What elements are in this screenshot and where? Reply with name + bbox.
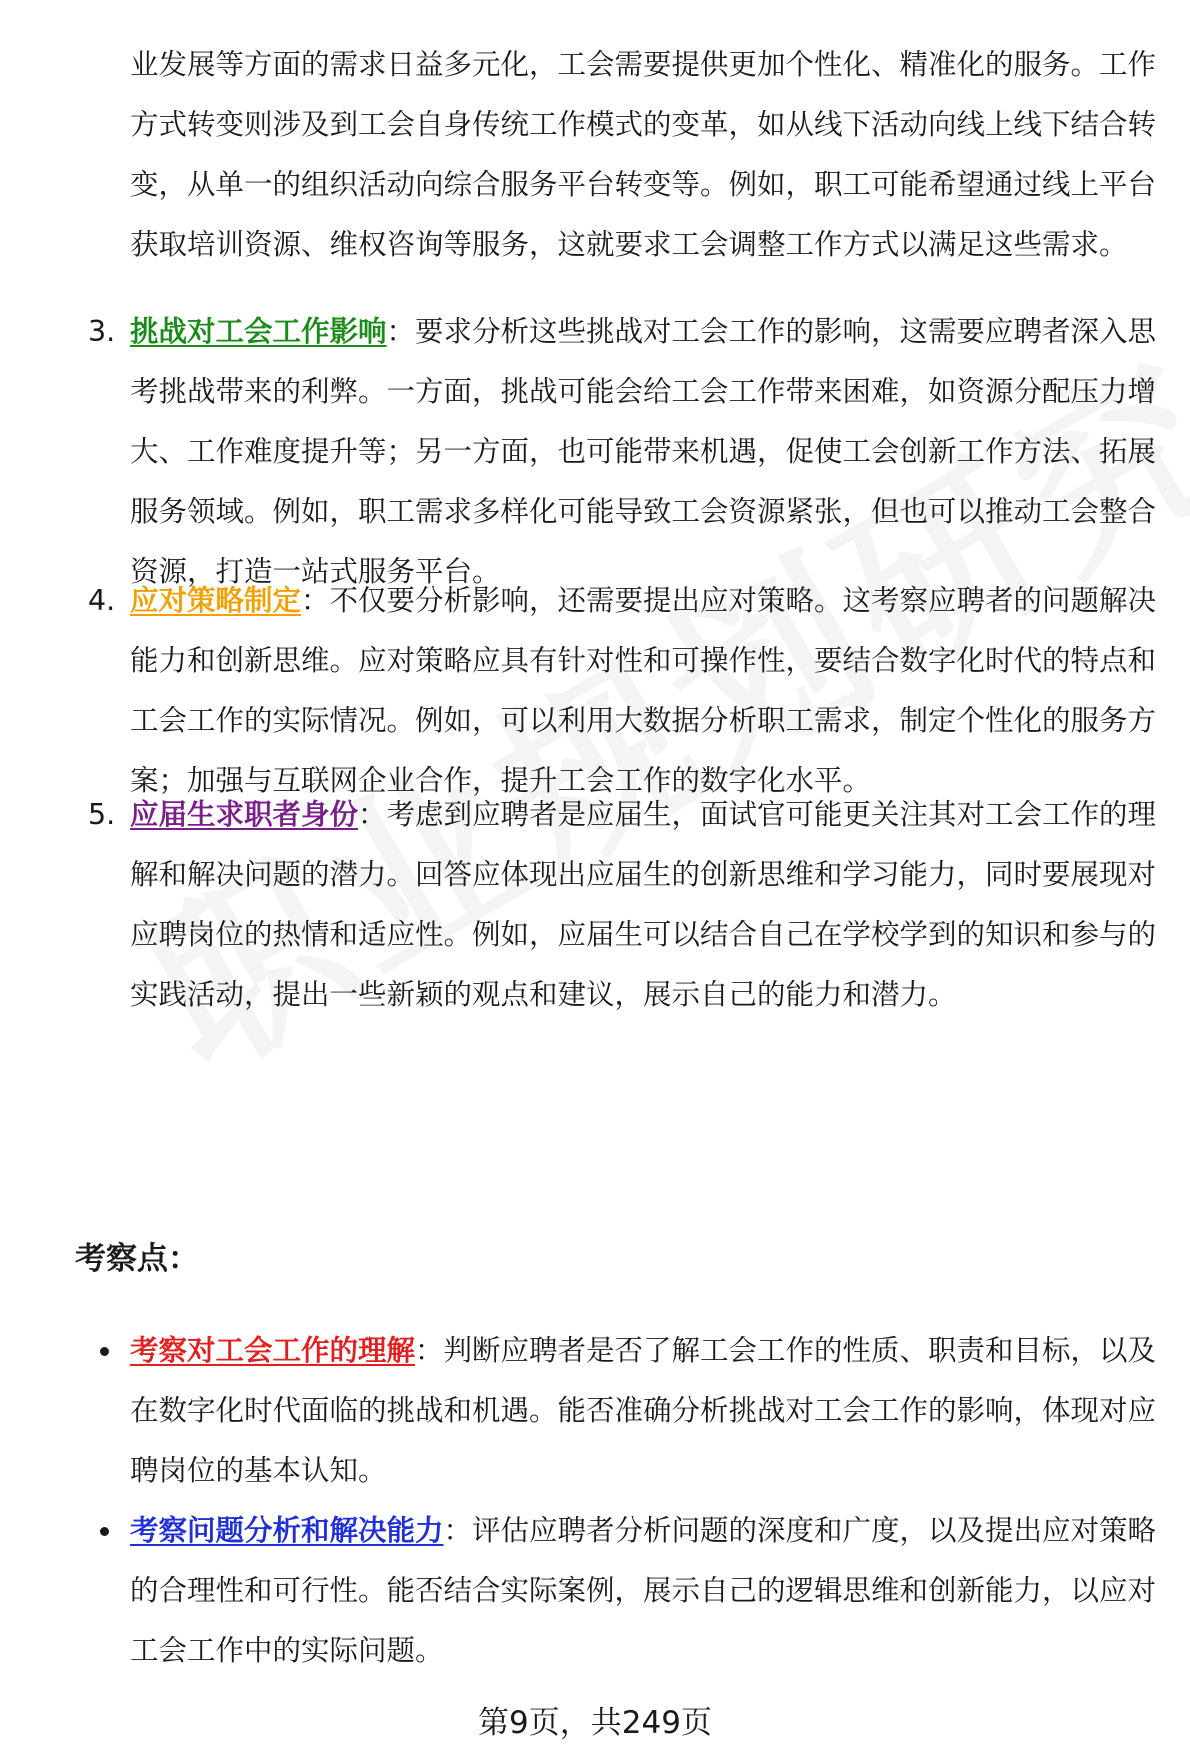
list-item-4 [88,571,1165,811]
list-number: 4. [88,584,116,617]
bullet-dot-icon [100,1347,109,1356]
check-separator: ： [443,1514,473,1547]
list-item-5 [88,785,1165,1025]
bullet-item-problem-solving [130,1501,1165,1681]
check-title: 考察对工会工作的理解 [130,1334,416,1367]
point-title: 挑战对工会工作影响 [130,315,387,348]
check-title: 考察问题分析和解决能力 [130,1514,444,1547]
point-separator: ： [386,315,416,348]
point-text: 考虑到应聘者是应届生，面试官可能更关注其对工会工作的理解和解决问题的潜力。回答应体现出应届生的创新思维和学习能力，同时要展现对应聘岗位的热情和适应性。例如，应届生可以结合自己在学校学到的知识和参与的实践活动，提出一些新颖的观点和建议，展示自己的能力和潜力。 [130,798,1157,1011]
check-text: 评估应聘者分析问题的深度和广度，以及提出应对策略的合理性和可行性。能否结合实际案例，展示自己的逻辑思维和创新能力，以应对工会工作中的实际问题。 [130,1514,1157,1667]
section-heading: 考察点： [75,1241,199,1277]
page-number: 第9页，共249页 [478,1705,712,1741]
point-text: 要求分析这些挑战对工会工作的影响，这需要应聘者深入思考挑战带来的利弊。一方面，挑战可能会给工会工作带来困难，如资源分配压力增大、工作难度提升等；另一方面，也可能带来机遇，促使工会创新工作方法、拓展服务领域。例如，职工需求多样化可能导致工会资源紧张，但也可以推动工会整合资源，打造一站式服务平台。 [130,315,1157,588]
check-text: 判断应聘者是否了解工会工作的性质、职责和目标，以及在数字化时代面临的挑战和机遇。能否准确分析挑战对工会工作的影响，体现对应聘岗位的基本认知。 [130,1334,1157,1487]
point-separator: ： [301,584,330,617]
list-item-3 [88,302,1165,602]
point-title: 应对策略制定 [130,584,302,617]
list-number: 5. [88,798,116,831]
bullet-dot-icon [100,1527,109,1536]
intro-paragraph: 业发展等方面的需求日益多元化，工会需要提供更加个性化、精准化的服务。工作方式转变则涉及到工会自身传统工作模式的变革，如从线下活动向线上线下结合转变，从单一的组织活动向综合服务平台转变等。例如，职工可能希望通过线上平台获取培训资源、维权咨询等服务，这就要求工会调整工作方式以满足这些需求。 [130,48,1157,261]
point-text: 不仅要分析影响，还需要提出应对策略。这考察应聘者的问题解决能力和创新思维。应对策略应具有针对性和可操作性，要结合数字化时代的特点和工会工作的实际情况。例如，可以利用大数据分析职工需求，制定个性化的服务方案；加强与互联网企业合作，提升工会工作的数字化水平。 [130,584,1157,797]
point-title: 应届生求职者身份 [130,798,359,831]
check-separator: ： [415,1334,444,1367]
list-number: 3. [88,315,116,348]
point-separator: ： [358,798,387,831]
bullet-item-understanding [130,1321,1165,1501]
